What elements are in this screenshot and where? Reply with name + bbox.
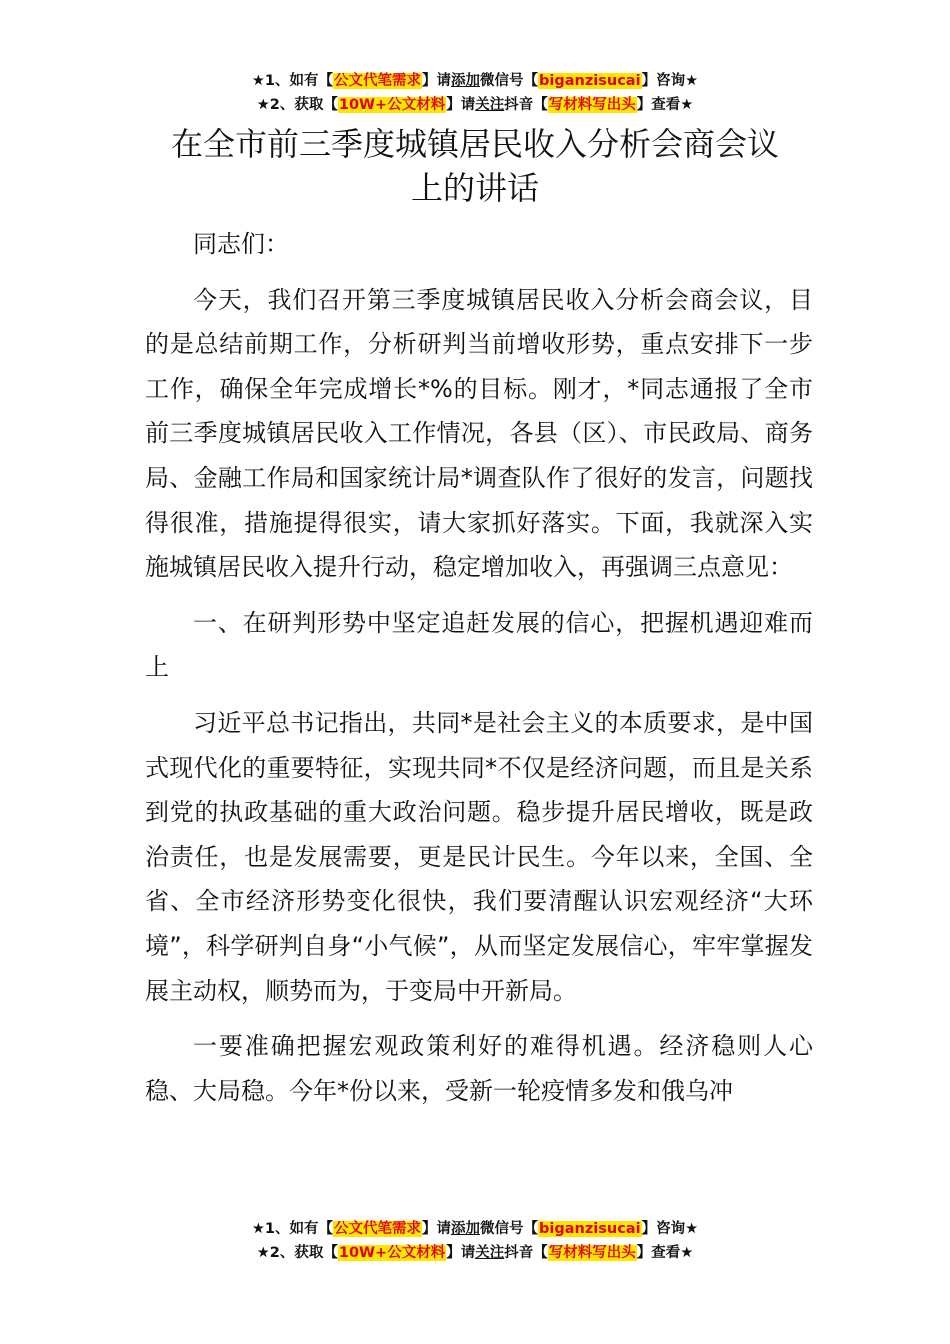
banner-text: 】查看★ [636, 97, 694, 113]
banner-text: 抖音【 [504, 97, 548, 113]
banner-highlight: 10W+公文材料 [338, 97, 446, 113]
banner-text: 】请 [446, 97, 476, 113]
banner-underline: 关注 [475, 97, 505, 113]
banner-text: 】请 [422, 73, 452, 89]
banner-text: 】咨询★ [641, 73, 699, 89]
document-title [0, 122, 950, 210]
banner-underline: 关注 [475, 1245, 505, 1261]
banner-line-2 [0, 93, 950, 117]
banner-line-1 [0, 1217, 950, 1241]
banner-text: 微信号【 [480, 1221, 539, 1237]
banner-underline: 添加 [451, 73, 481, 89]
salutation: 同志们： [193, 230, 289, 258]
promo-banner-top [0, 69, 950, 117]
banner-highlight: 写材料写出头 [548, 97, 636, 113]
banner-highlight: biganzisucai [539, 73, 641, 89]
banner-text: 】请 [422, 1221, 452, 1237]
banner-line-1 [0, 69, 950, 93]
paragraph: 习近平总书记指出，共同*是社会主义的本质要求，是中国式现代化的重要特征，实现共同*不仅是经济问题，而且是关系到党的执政基础的重大政治问题。稳步提升居民增收，既是政治责任，也是发展需要，更是民计民生。今年以来，全国、全省、全市经济形势变化很快，我们要清醒认识宏观经济“大环境”，科学研判自身“小气候”，从而坚定发展信心，牢牢掌握发展主动权，顺势而为，于变局中开新局。 [145, 708, 813, 1005]
banner-highlight: 公文代笔需求 [334, 1221, 422, 1237]
banner-text: 微信号【 [480, 73, 539, 89]
banner-highlight: 写材料写出头 [548, 1245, 636, 1261]
title-line-1: 在全市前三季度城镇居民收入分析会商会议 [170, 125, 779, 163]
banner-highlight: 公文代笔需求 [334, 73, 422, 89]
title-line-2: 上的讲话 [410, 169, 539, 207]
banner-text: 抖音【 [504, 1245, 548, 1261]
banner-text: 】咨询★ [641, 1221, 699, 1237]
banner-text: 】请 [446, 1245, 476, 1261]
banner-highlight: 10W+公文材料 [338, 1245, 446, 1261]
promo-banner-bottom [0, 1217, 950, 1265]
paragraph: 一要准确把握宏观政策利好的难得机遇。经济稳则人心稳、大局稳。今年*份以来，受新一轮疫情多发和俄乌冲 [145, 1032, 813, 1105]
banner-line-2 [0, 1241, 950, 1265]
banner-text: ★2、获取【 [256, 1245, 338, 1261]
section-heading: 一、在研判形势中坚定追赶发展的信心，把握机遇迎难而上 [145, 608, 813, 682]
banner-underline: 添加 [451, 1221, 481, 1237]
paragraph: 今天，我们召开第三季度城镇居民收入分析会商会议，目的是总结前期工作，分析研判当前增收形势，重点安排下一步工作，确保全年完成增长*%的目标。刚才，*同志通报了全市前三季度城镇居民收入工作情况，各县（区）、市民政局、商务局、金融工作局和国家统计局*调查队作了很好的发言，问题找得很准，措施提得很实，请大家抓好落实。下面，我就深入实施城镇居民收入提升行动，稳定增加收入，再强调三点意见： [145, 285, 813, 582]
banner-text: ★1、如有【 [251, 73, 334, 89]
document-body [145, 222, 813, 1124]
banner-highlight: biganzisucai [539, 1221, 641, 1237]
banner-text: ★1、如有【 [251, 1221, 334, 1237]
banner-text: 】查看★ [636, 1245, 694, 1261]
banner-text: ★2、获取【 [256, 97, 338, 113]
